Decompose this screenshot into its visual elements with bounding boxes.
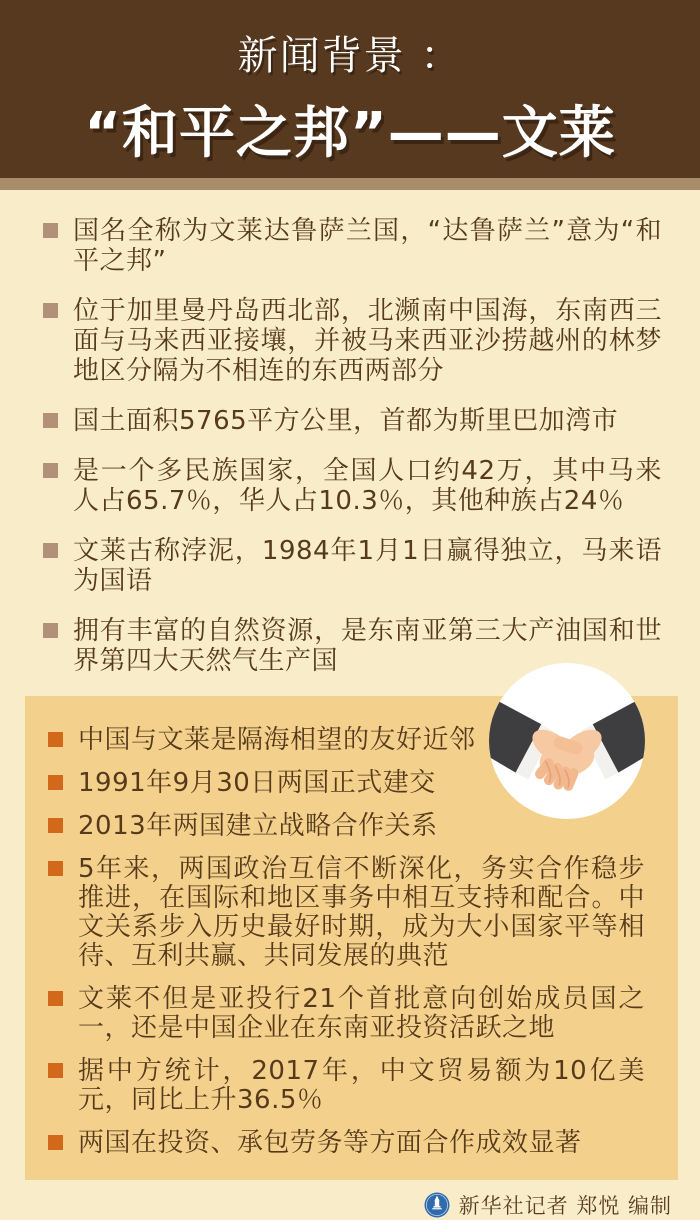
relation-text: 5年来，两国政治互信不断深化，务实合作稳步推进，在国际和地区事务中相互支持和配合。中文关系步入历史最好时期，成为大小国家平等相待、互利共赢、共同发展的典范 xyxy=(78,854,645,971)
fact-text: 是一个多民族国家，全国人口约42万，其中马来人占65.7％，华人占10.3％，其他种族占24％ xyxy=(73,456,662,516)
bullet-square-icon xyxy=(48,732,63,747)
relation-text: 两国在投资、承包劳务等方面合作成效显著 xyxy=(78,1128,582,1158)
relation-item xyxy=(48,1129,645,1158)
header-banner xyxy=(0,0,700,178)
fact-text: 国土面积5765平方公里，首都为斯里巴加湾市 xyxy=(73,406,619,436)
fact-item xyxy=(43,406,662,436)
fact-item xyxy=(43,216,662,276)
credit-text: 新华社记者 郑悦 编制 xyxy=(458,1194,672,1218)
bullet-square-icon xyxy=(43,303,58,318)
relation-text: 文莱不但是亚投行21个首批意向创始成员国之一，还是中国企业在东南亚投资活跃之地 xyxy=(78,984,645,1043)
relation-item xyxy=(48,1057,645,1115)
bullet-square-icon xyxy=(43,623,58,638)
fact-text: 拥有丰富的自然资源，是东南亚第三大产油国和世界第四大天然气生产国 xyxy=(73,616,662,676)
relation-item xyxy=(48,855,645,971)
facts-section xyxy=(0,190,700,676)
fact-item xyxy=(43,456,662,516)
bullet-square-icon xyxy=(43,223,58,238)
page-title: “和平之邦”——文莱 xyxy=(84,101,616,166)
bullet-square-icon xyxy=(48,775,63,790)
bullet-square-icon xyxy=(43,543,58,558)
fact-item xyxy=(43,536,662,596)
bullet-square-icon xyxy=(43,463,58,478)
footer-credit-row xyxy=(0,1180,700,1220)
xinhua-logo-icon xyxy=(424,1192,450,1218)
facts-list xyxy=(43,216,662,676)
relation-text: 2013年两国建立战略合作关系 xyxy=(78,811,438,841)
handshake-illustration xyxy=(488,662,646,820)
fact-item xyxy=(43,296,662,386)
fact-text: 国名全称为文莱达鲁萨兰国，“达鲁萨兰”意为“和平之邦” xyxy=(73,216,662,276)
bullet-square-icon xyxy=(43,413,58,428)
bullet-square-icon xyxy=(48,818,63,833)
fact-text: 文莱古称浡泥，1984年1月1日赢得独立，马来语为国语 xyxy=(73,536,662,596)
page-kicker: 新闻背景 ： xyxy=(237,33,463,79)
relation-text: 据中方统计，2017年，中文贸易额为10亿美元，同比上升36.5％ xyxy=(78,1056,645,1115)
relations-wrap xyxy=(25,696,678,1180)
fact-text: 位于加里曼丹岛西北部，北濒南中国海，东南西三面与马来西亚接壤，并被马来西亚沙捞越州的林梦地区分隔为不相连的东西两部分 xyxy=(73,296,662,386)
divider-strip xyxy=(0,178,700,190)
relation-item xyxy=(48,985,645,1043)
relation-text: 1991年9月30日两国正式建交 xyxy=(78,768,436,798)
bullet-square-icon xyxy=(48,861,63,876)
bullet-square-icon xyxy=(48,991,63,1006)
bullet-square-icon xyxy=(48,1135,63,1150)
relation-text: 中国与文莱是隔海相望的友好近邻 xyxy=(78,725,476,755)
bullet-square-icon xyxy=(48,1063,63,1078)
